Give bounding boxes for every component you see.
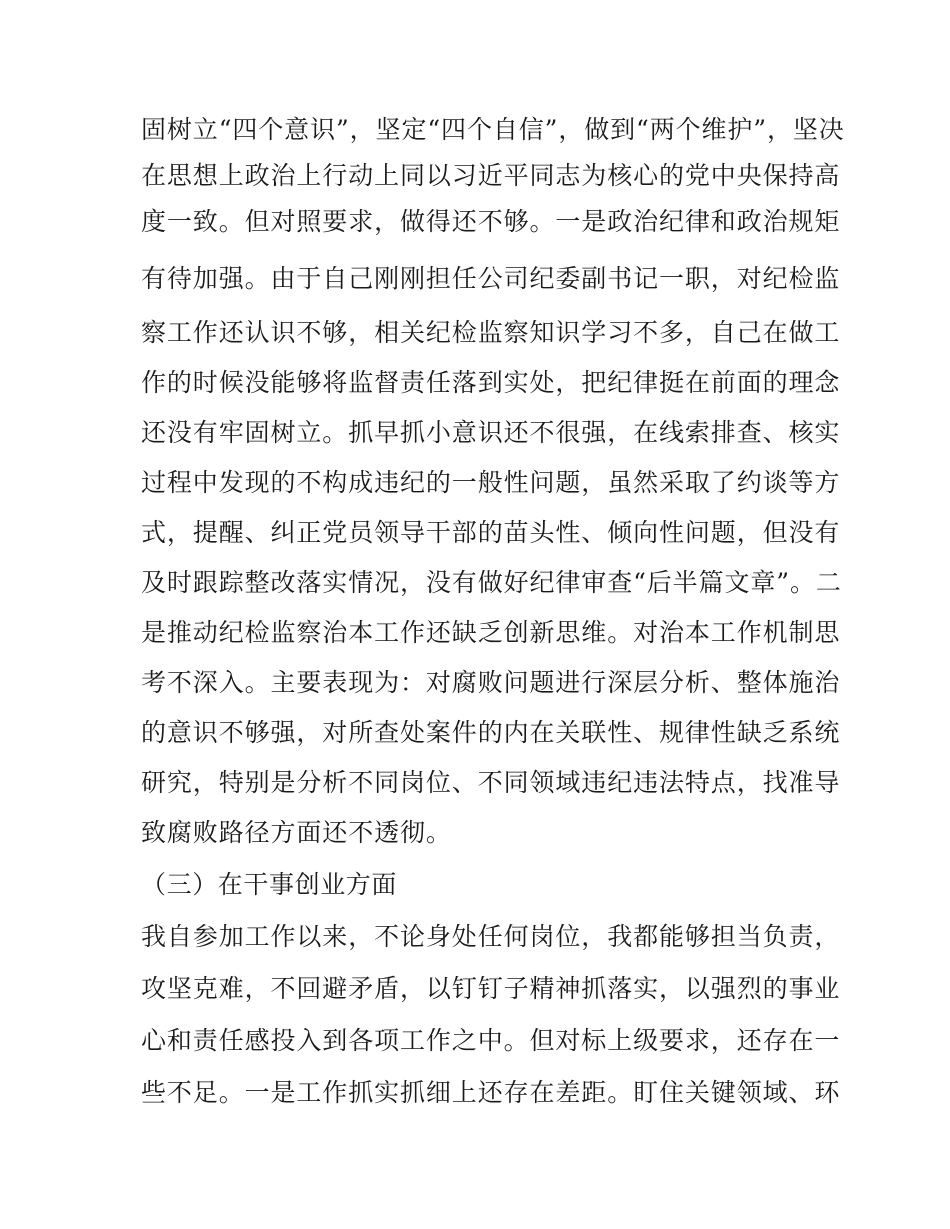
text-line: 是推动纪检监察治本工作还缺乏创新思维。对治本工作机制思 — [141, 618, 841, 647]
text-line: 我自参加工作以来，不论身处任何岗位，我都能够担当负责， — [141, 922, 841, 951]
text-line: 在思想上政治上行动上同以习近平同志为核心的党中央保持高 — [141, 161, 841, 190]
text-line: 固树立“四个意识”，坚定“四个自信”，做到“两个维护”，坚决 — [141, 115, 845, 144]
text-line: 致腐败路径方面还不透彻。 — [141, 818, 452, 847]
section-heading: （三）在干事创业方面 — [141, 870, 398, 899]
text-line: 式，提醒、纠正党员领导干部的苗头性、倾向性问题，但没有 — [141, 518, 841, 547]
text-line: 察工作还认识不够，相关纪检监察知识学习不多，自己在做工 — [141, 318, 841, 347]
text-line: 攻坚克难，不回避矛盾，以钉钉子精神抓落实，以强烈的事业 — [141, 974, 841, 1003]
text-line: 心和责任感投入到各项工作之中。但对标上级要求，还存在一 — [141, 1026, 841, 1055]
text-line: 考不深入。主要表现为：对腐败问题进行深层分析、整体施治 — [141, 668, 841, 697]
text-line: 作的时候没能够将监督责任落到实处，把纪律挺在前面的理念 — [141, 368, 841, 397]
text-line: 过程中发现的不构成违纪的一般性问题，虽然采取了约谈等方 — [141, 468, 841, 497]
text-line: 度一致。但对照要求，做得还不够。一是政治纪律和政治规矩 — [141, 207, 841, 236]
text-line: 及时跟踪整改落实情况，没有做好纪律审查“后半篇文章”。二 — [141, 568, 842, 597]
text-line: 研究，特别是分析不同岗位、不同领域违纪违法特点，找准导 — [141, 768, 841, 797]
text-line: 的意识不够强，对所查处案件的内在关联性、规律性缺乏系统 — [141, 718, 841, 747]
text-line: 还没有牢固树立。抓早抓小意识还不很强，在线索排查、核实 — [141, 418, 841, 447]
text-line: 些不足。一是工作抓实抓细上还存在差距。盯住关键领域、环 — [141, 1078, 841, 1107]
text-line: 有待加强。由于自己刚刚担任公司纪委副书记一职，对纪检监 — [141, 264, 841, 293]
